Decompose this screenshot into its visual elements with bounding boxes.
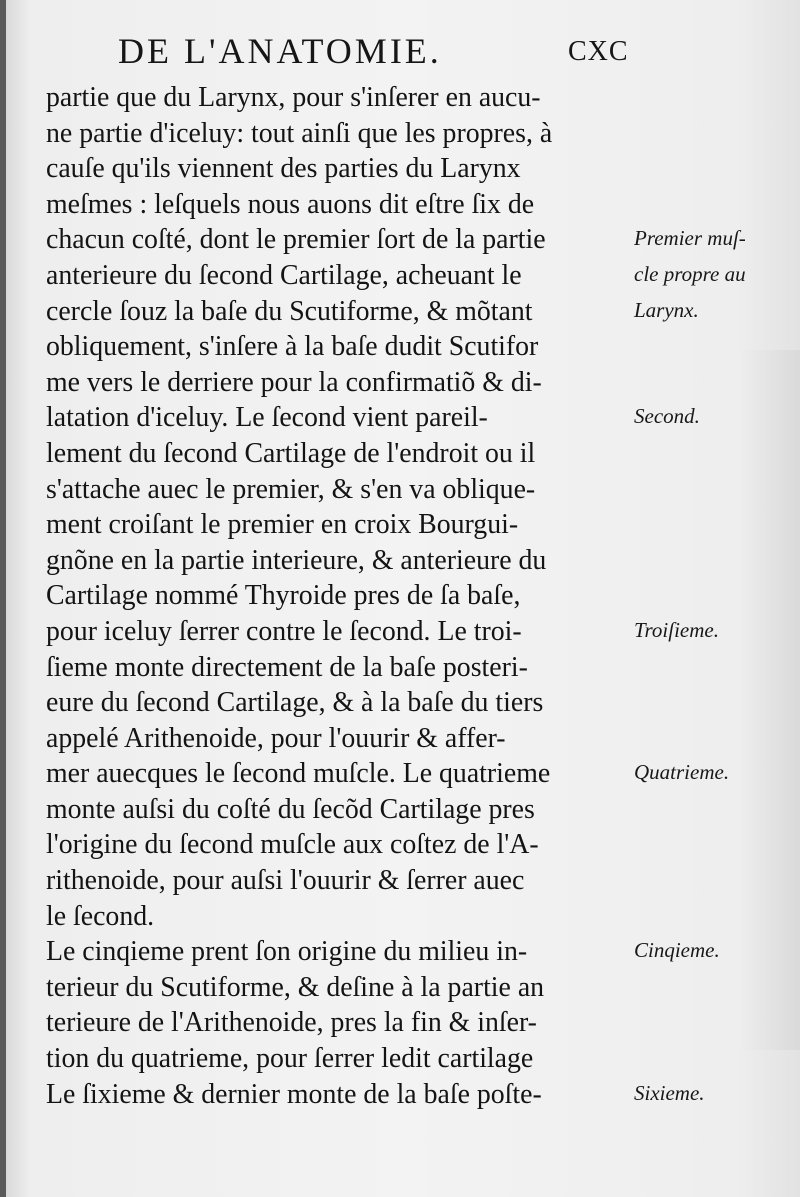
main-text-column — [46, 80, 636, 1112]
text-line: cercle ſouz la baſe du Scutiforme, & mõtant — [46, 295, 533, 327]
show-through-shading — [740, 350, 800, 1050]
margin-note: Cinqieme. — [634, 938, 720, 963]
text-line: latation d'iceluy. Le ſecond vient pareil- — [46, 402, 488, 434]
text-line: terieure de l'Arithenoide, pres la fin & inſer- — [46, 1007, 537, 1039]
margin-note: Premier muſ- — [634, 226, 746, 251]
text-line: chacun coſté, dont le premier ſort de la partie — [46, 224, 546, 256]
text-line: Le ſixieme & dernier monte de la baſe poſte- — [46, 1078, 542, 1110]
text-line: eure du ſecond Cartilage, & à la baſe du tiers — [46, 687, 544, 719]
text-line: l'origine du ſecond muſcle aux coſtez de l'A- — [46, 829, 539, 861]
text-line: cauſe qu'ils viennent des parties du Larynx — [46, 153, 521, 185]
text-line: appelé Arithenoide, pour l'ouurir & affer- — [46, 722, 506, 754]
text-line: lement du ſecond Cartilage de l'endroit ou il — [46, 437, 536, 469]
text-line: mer auecques le ſecond muſcle. Le quatrieme — [46, 758, 551, 790]
text-line: tion du quatrieme, pour ſerrer ledit cartilage — [46, 1043, 534, 1075]
text-line: le ſecond. — [46, 900, 155, 932]
text-line: me vers le derriere pour la confirmatiõ & di- — [46, 366, 542, 398]
margin-note: Sixieme. — [634, 1080, 705, 1105]
text-line: Cartilage nommé Thyroide pres de ſa baſe, — [46, 580, 521, 612]
running-title: DE L'ANATOMIE. — [118, 31, 442, 71]
text-line: ment croiſant le premier en croix Bourgui- — [46, 509, 519, 541]
text-line: gnõne en la partie interieure, & anterieure du — [46, 544, 547, 576]
text-line: ſieme monte directement de la baſe posteri- — [46, 651, 528, 683]
text-line: anterieure du ſecond Cartilage, acheuant le — [46, 259, 522, 291]
text-line: obliquement, s'inſere à la baſe dudit Scutifor — [46, 331, 539, 363]
page-header — [6, 30, 800, 80]
margin-note: Second. — [634, 404, 700, 429]
margin-note: cle propre au — [634, 262, 746, 286]
text-line: partie que du Larynx, pour s'inſerer en aucu- — [46, 82, 541, 113]
text-line: monte auſsi du coſté du ſecõd Cartilage pres — [46, 793, 535, 825]
text-line: terieur du Scutiforme, & deſine à la partie an — [46, 971, 545, 1003]
book-page — [6, 0, 800, 1197]
text-line: rithenoide, pour auſsi l'ouurir & ſerrer auec — [46, 865, 525, 897]
text-line: meſmes : leſquels nous auons dit eſtre ſix de — [46, 188, 535, 220]
text-line: pour iceluy ſerrer contre le ſecond. Le troi- — [46, 615, 522, 647]
folio-number: CXC — [568, 36, 629, 67]
margin-note: Quatrieme. — [634, 760, 730, 785]
margin-note: Troiſieme. — [634, 618, 719, 642]
margin-note: Larynx. — [634, 297, 699, 322]
text-line: s'attache auec le premier, & s'en va oblique- — [46, 473, 536, 505]
text-line: ne partie d'iceluy: tout ainſi que les propres, à — [46, 117, 553, 149]
text-line: Le cinqieme prent ſon origine du milieu in- — [46, 936, 528, 968]
